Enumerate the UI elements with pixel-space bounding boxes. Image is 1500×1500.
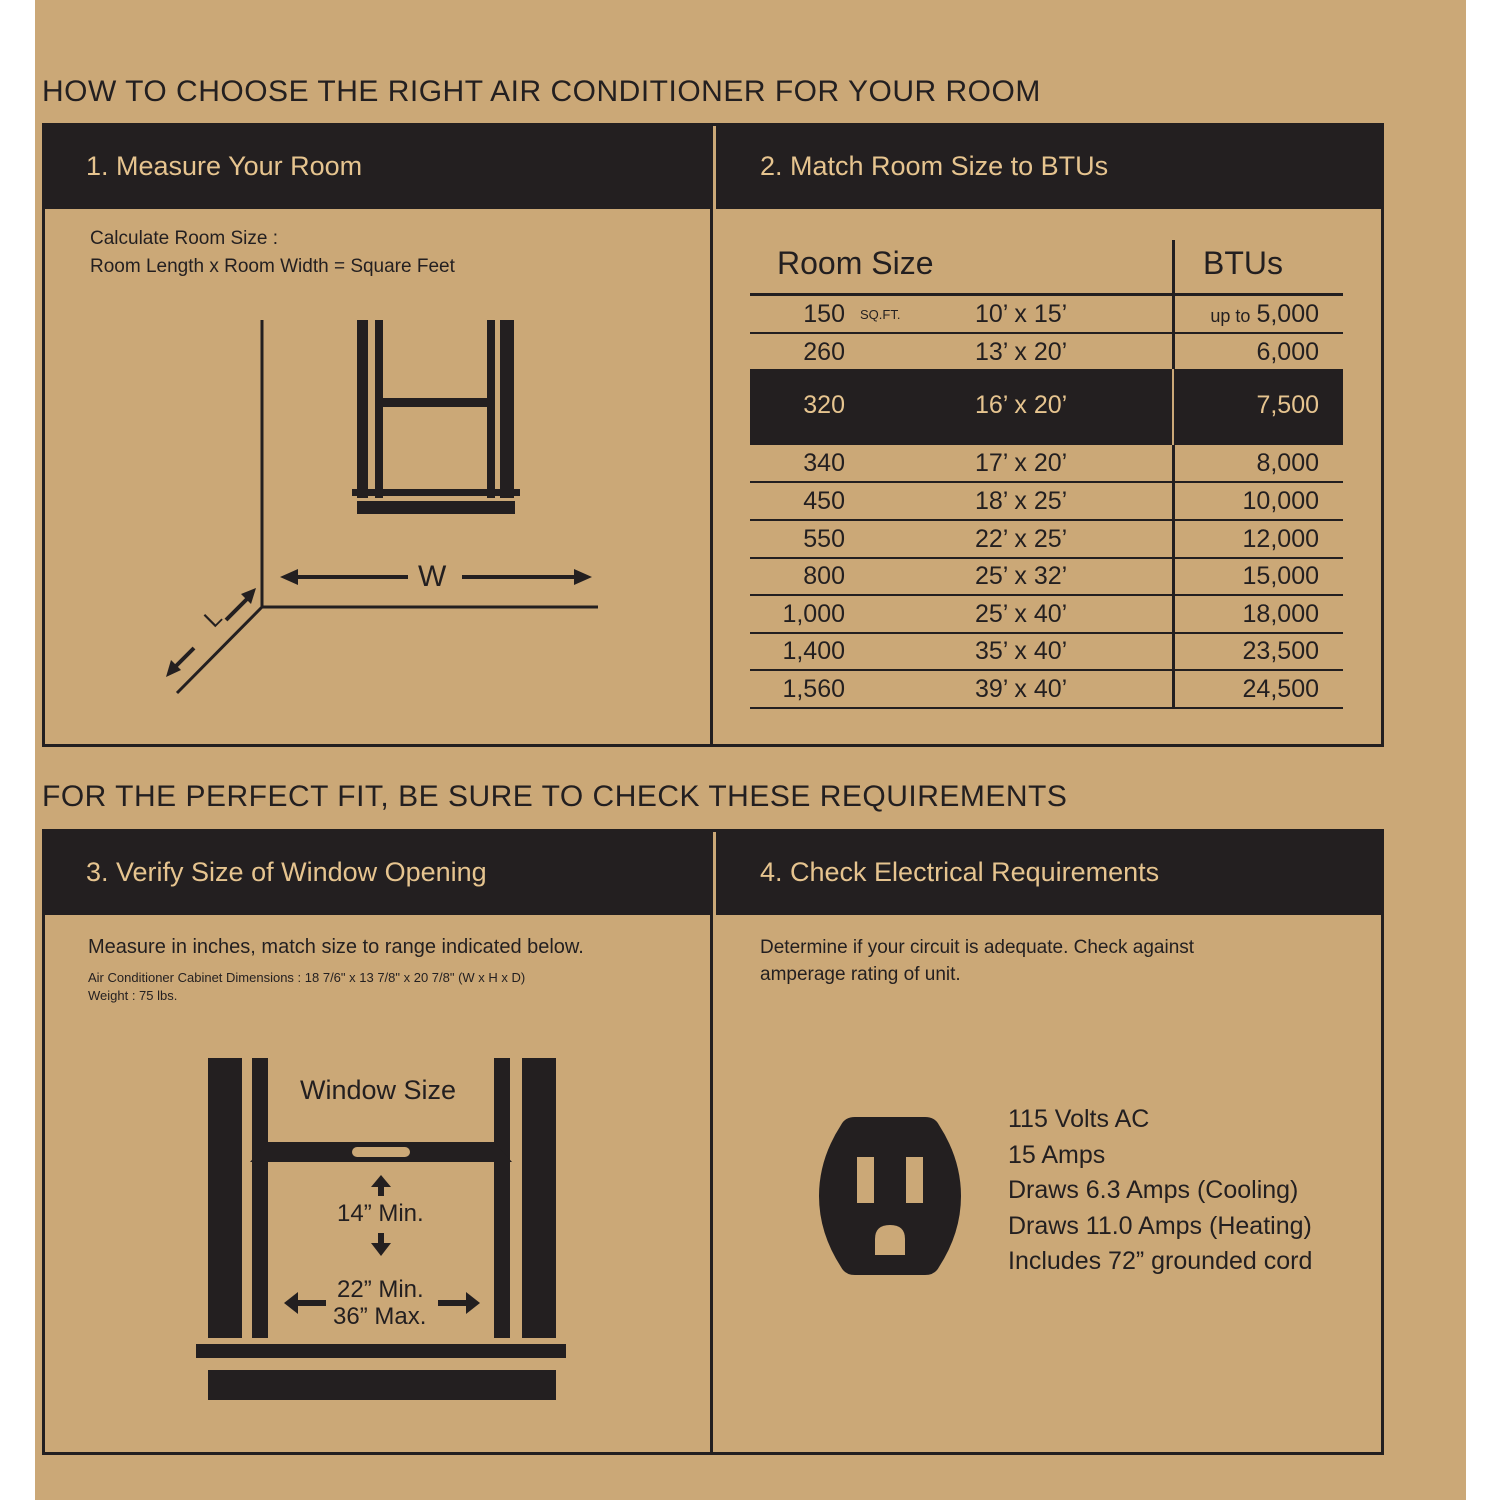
height-min-label: 14” Min. xyxy=(337,1200,424,1227)
cabinet-dimensions: Air Conditioner Cabinet Dimensions : 18 7/6" x 13 7/8" x 20 7/8" (W x H x D) xyxy=(88,970,526,985)
spec-amps: 15 Amps xyxy=(1008,1140,1106,1169)
table-row: 550 22’ x 25’ 12,000 xyxy=(750,521,1343,559)
window-right-frame-outer xyxy=(500,320,514,498)
measure-instructions: Measure in inches, match size to range indicated below. xyxy=(88,936,584,958)
window-base-bottom xyxy=(208,1370,556,1400)
unit-weight: Weight : 75 lbs. xyxy=(88,988,178,1003)
table-row: 1,560 39’ x 40’ 24,500 xyxy=(750,671,1343,709)
window-sash-rail xyxy=(383,398,487,407)
window-left-frame-inner xyxy=(375,320,383,498)
step3-title-bar xyxy=(42,829,710,915)
outlet-slot-right xyxy=(906,1157,923,1203)
col-header-btus: BTUs xyxy=(1203,245,1283,281)
window-right-inner-frame xyxy=(494,1058,510,1338)
window-sill-bottom xyxy=(196,1344,566,1358)
outlet-ground-hole xyxy=(875,1225,905,1255)
panel-divider-bottom xyxy=(710,829,713,1455)
length-label: L xyxy=(199,604,228,633)
arrow-right-icon xyxy=(574,569,592,585)
room-diagram xyxy=(150,310,620,710)
spec-voltage: 115 Volts AC xyxy=(1008,1105,1150,1133)
arrow-down-icon xyxy=(371,1243,391,1256)
table-row: 260 13’ x 20’ 6,000 xyxy=(750,334,1343,372)
arrow-left-icon xyxy=(284,1292,298,1314)
window-left-outer-frame xyxy=(208,1058,242,1338)
highlight-divider xyxy=(1172,369,1174,445)
step2-title: 2. Match Room Size to BTUs xyxy=(760,150,1109,181)
arrow-left-icon xyxy=(280,569,298,585)
step4-title: 4. Check Electrical Requirements xyxy=(760,856,1160,887)
calc-label: Calculate Room Size : xyxy=(90,228,278,249)
window-base xyxy=(357,501,515,514)
calc-formula: Room Length x Room Width = Square Feet xyxy=(90,256,455,277)
circuit-instructions: Determine if your circuit is adequate. Check against xyxy=(760,937,1195,958)
spec-cord: Includes 72” grounded cord xyxy=(1008,1247,1313,1275)
window-right-frame-inner xyxy=(487,320,495,498)
window-left-inner-frame xyxy=(252,1058,268,1338)
col-header-room-size: Room Size xyxy=(777,245,934,281)
width-label: W xyxy=(418,560,447,593)
amperage-note: amperage rating of unit. xyxy=(760,964,961,985)
step2-title-bar xyxy=(716,123,1384,209)
outlet-icon xyxy=(815,1115,965,1277)
panel-divider xyxy=(710,123,713,747)
spec-cooling-draw: Draws 6.3 Amps (Cooling) xyxy=(1008,1176,1299,1204)
step4-title-bar xyxy=(716,829,1384,915)
table-row: 1,000 25’ x 40’ 18,000 xyxy=(750,596,1343,634)
table-row: 340 17’ x 20’ 8,000 xyxy=(750,445,1343,483)
width-min-label: 22” Min. xyxy=(337,1276,424,1303)
window-size-label: Window Size xyxy=(300,1075,457,1105)
window-left-frame-outer xyxy=(357,320,368,498)
step3-title: 3. Verify Size of Window Opening xyxy=(86,856,487,887)
spec-heating-draw: Draws 11.0 Amps (Heating) xyxy=(1008,1211,1312,1240)
step1-title-bar xyxy=(42,123,710,209)
table-row: 1,400 35’ x 40’ 23,500 xyxy=(750,633,1343,671)
table-row-highlighted: 320 16’ x 20’ 7,500 xyxy=(750,369,1343,445)
outlet-slot-left xyxy=(857,1157,874,1203)
step1-title: 1. Measure Your Room xyxy=(86,150,363,181)
table-row: 150 SQ.FT. 10’ x 15’ up to 5,000 xyxy=(750,296,1343,334)
electrical-specs xyxy=(1008,1102,1312,1280)
window-sill xyxy=(352,489,520,496)
table-row: 800 25’ x 32’ 15,000 xyxy=(750,558,1343,596)
width-max-label: 36” Max. xyxy=(333,1303,427,1330)
arrow-up-icon xyxy=(371,1175,391,1187)
requirements-heading: FOR THE PERFECT FIT, BE SURE TO CHECK THESE REQUIREMENTS xyxy=(42,780,1068,813)
window-right-outer-frame xyxy=(522,1058,556,1338)
main-heading: HOW TO CHOOSE THE RIGHT AIR CONDITIONER FOR YOUR ROOM xyxy=(42,75,1041,108)
table-row: 450 18’ x 25’ 10,000 xyxy=(750,483,1343,521)
arrow-right-icon xyxy=(466,1292,480,1314)
sash-handle xyxy=(352,1147,410,1157)
